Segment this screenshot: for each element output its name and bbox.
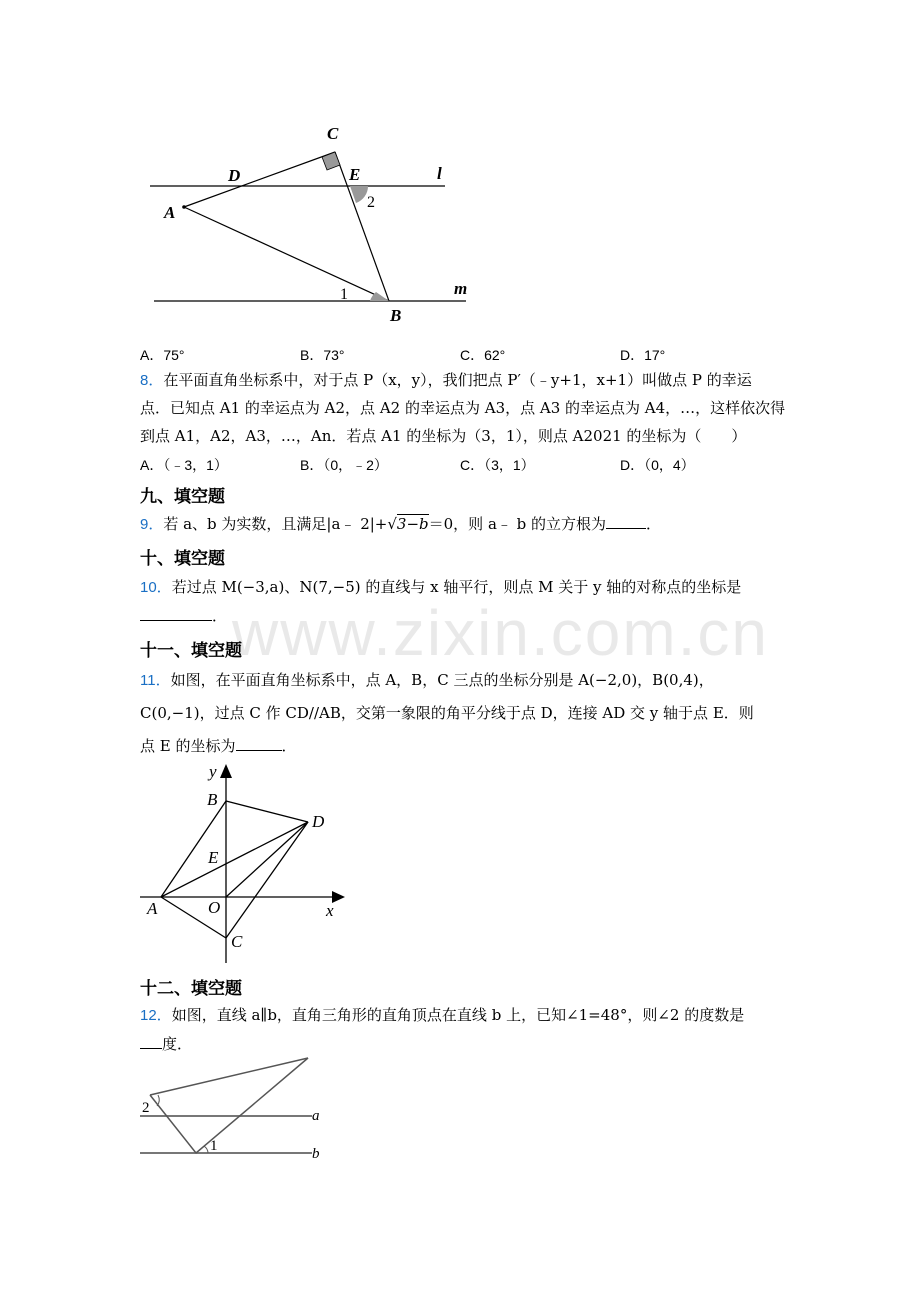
q11-number: 11． bbox=[140, 672, 171, 689]
triangle-side-top bbox=[150, 1058, 308, 1095]
q10-answer-blank[interactable] bbox=[140, 605, 212, 621]
x-axis-arrow-icon bbox=[332, 891, 345, 903]
label-a: A bbox=[164, 203, 176, 222]
figure-q12 bbox=[136, 1052, 336, 1162]
q11-text-3: 点 E 的坐标为 bbox=[140, 737, 236, 755]
y-axis-arrow-icon bbox=[220, 764, 232, 778]
label-b: B bbox=[207, 790, 218, 809]
q7-option-a[interactable]: A．75° bbox=[140, 347, 185, 363]
q7-option-d[interactable]: D．17° bbox=[620, 347, 666, 363]
label-c: C bbox=[327, 124, 339, 143]
section-11-title: 十一、填空题 bbox=[140, 641, 242, 661]
label-d: D bbox=[312, 812, 325, 831]
q11-line-1 bbox=[140, 670, 714, 691]
q9-text-post: ＝0，则 a﹣ b 的立方根为 bbox=[428, 515, 607, 533]
label-a: a bbox=[312, 1108, 320, 1124]
label-m: m bbox=[454, 279, 468, 298]
q9-number: 9． bbox=[140, 516, 164, 533]
figure-q7 bbox=[140, 115, 480, 330]
section-9-title: 九、填空题 bbox=[140, 487, 225, 507]
q11-text-1: 如图，在平面直角坐标系中，点 A，B，C 三点的坐标分别是 A(−2,0)，B(0,4)， bbox=[170, 671, 714, 689]
q11-line-2: C(0,−1)，过点 C 作 CD//AB，交第一象限的角平分线于点 D，连接 AD 交 y 轴于点 E．则 bbox=[140, 704, 754, 722]
q8-line-1 bbox=[140, 370, 752, 391]
label-angle-2: 2 bbox=[142, 1100, 150, 1116]
q8-line-3: 到点 A1，A2，A3，…，An．若点 A1 的坐标为（3，1），则点 A2021 的坐标为（ ） bbox=[140, 427, 747, 445]
q10-number: 10． bbox=[140, 579, 172, 596]
figure-q11 bbox=[136, 758, 351, 968]
label-d: D bbox=[228, 166, 241, 185]
q8-option-d[interactable]: D．（0，4） bbox=[620, 457, 695, 473]
section-12-title: 十二、填空题 bbox=[140, 979, 242, 999]
label-e: E bbox=[349, 165, 361, 184]
label-e: E bbox=[208, 848, 219, 867]
q8-option-a[interactable]: A．（﹣3，1） bbox=[140, 457, 228, 473]
label-l: l bbox=[437, 164, 442, 183]
label-angle-2: 2 bbox=[367, 194, 375, 211]
q8-line-2: 点．已知点 A1 的幸运点为 A2，点 A2 的幸运点为 A3，点 A3 的幸运点为 A4，…，这样依次得 bbox=[140, 399, 786, 417]
q8-text-1: 在平面直角坐标系中，对于点 P（x，y），我们把点 P′（﹣y+1，x+1）叫做点 P 的幸运 bbox=[163, 371, 752, 389]
q12-text-2: 度． bbox=[162, 1035, 193, 1053]
segment-ab bbox=[184, 207, 389, 301]
q12-answer-blank[interactable] bbox=[140, 1033, 162, 1049]
segment-cb bbox=[335, 152, 389, 301]
segment-ad bbox=[161, 822, 308, 897]
segment-od bbox=[226, 822, 308, 897]
point-a bbox=[182, 205, 186, 209]
label-o: O bbox=[208, 898, 221, 917]
segment-bd bbox=[226, 801, 308, 822]
segment-ac bbox=[184, 152, 335, 207]
q10-end: ． bbox=[212, 607, 228, 625]
sqrt-sign-icon: √ bbox=[387, 515, 397, 533]
angle-1-arc bbox=[204, 1146, 208, 1153]
q7-option-c[interactable]: C．62° bbox=[460, 347, 506, 363]
q9-sqrt-content: 3−b bbox=[396, 515, 429, 533]
label-x: x bbox=[326, 901, 334, 920]
q9-end: ． bbox=[646, 515, 662, 533]
q9-line bbox=[140, 513, 661, 535]
triangle-side-left bbox=[150, 1095, 196, 1153]
q10-line-1 bbox=[140, 577, 741, 598]
q9-answer-blank[interactable] bbox=[606, 513, 646, 529]
right-angle-mark bbox=[322, 152, 340, 170]
q11-end: ． bbox=[281, 737, 297, 755]
q8-number: 8． bbox=[140, 372, 164, 389]
label-c: C bbox=[231, 932, 243, 951]
watermark: www.zixin.com.cn bbox=[232, 597, 769, 669]
q11-line-3 bbox=[140, 735, 297, 756]
q12-text-1: 如图，直线 a∥b，直角三角形的直角顶点在直线 b 上，已知∠1=48°，则∠2 的度数是 bbox=[171, 1006, 745, 1024]
q8-option-b[interactable]: B．（0，﹣2） bbox=[300, 457, 388, 473]
segment-cd bbox=[226, 822, 308, 938]
label-a: A bbox=[147, 899, 158, 918]
q12-line-1 bbox=[140, 1005, 744, 1026]
q11-answer-blank[interactable] bbox=[236, 735, 282, 751]
label-y: y bbox=[209, 762, 217, 781]
section-10-title: 十、填空题 bbox=[140, 549, 225, 569]
label-angle-1: 1 bbox=[210, 1138, 218, 1154]
q10-text: 若过点 M(−3,a)、N(7,−5) 的直线与 x 轴平行，则点 M 关于 y 轴的对称点的坐标是 bbox=[171, 578, 742, 596]
label-b: B bbox=[390, 306, 402, 325]
q7-option-b[interactable]: B．73° bbox=[300, 347, 345, 363]
q8-option-c[interactable]: C．（3，1） bbox=[460, 457, 535, 473]
q10-line-2 bbox=[140, 605, 227, 626]
q9-text-pre: 若 a、b 为实数，且满足|a﹣ 2|+ bbox=[163, 515, 388, 533]
q12-number: 12． bbox=[140, 1007, 172, 1024]
q12-line-2 bbox=[140, 1033, 192, 1054]
label-angle-1: 1 bbox=[340, 286, 348, 303]
label-b: b bbox=[312, 1146, 320, 1162]
